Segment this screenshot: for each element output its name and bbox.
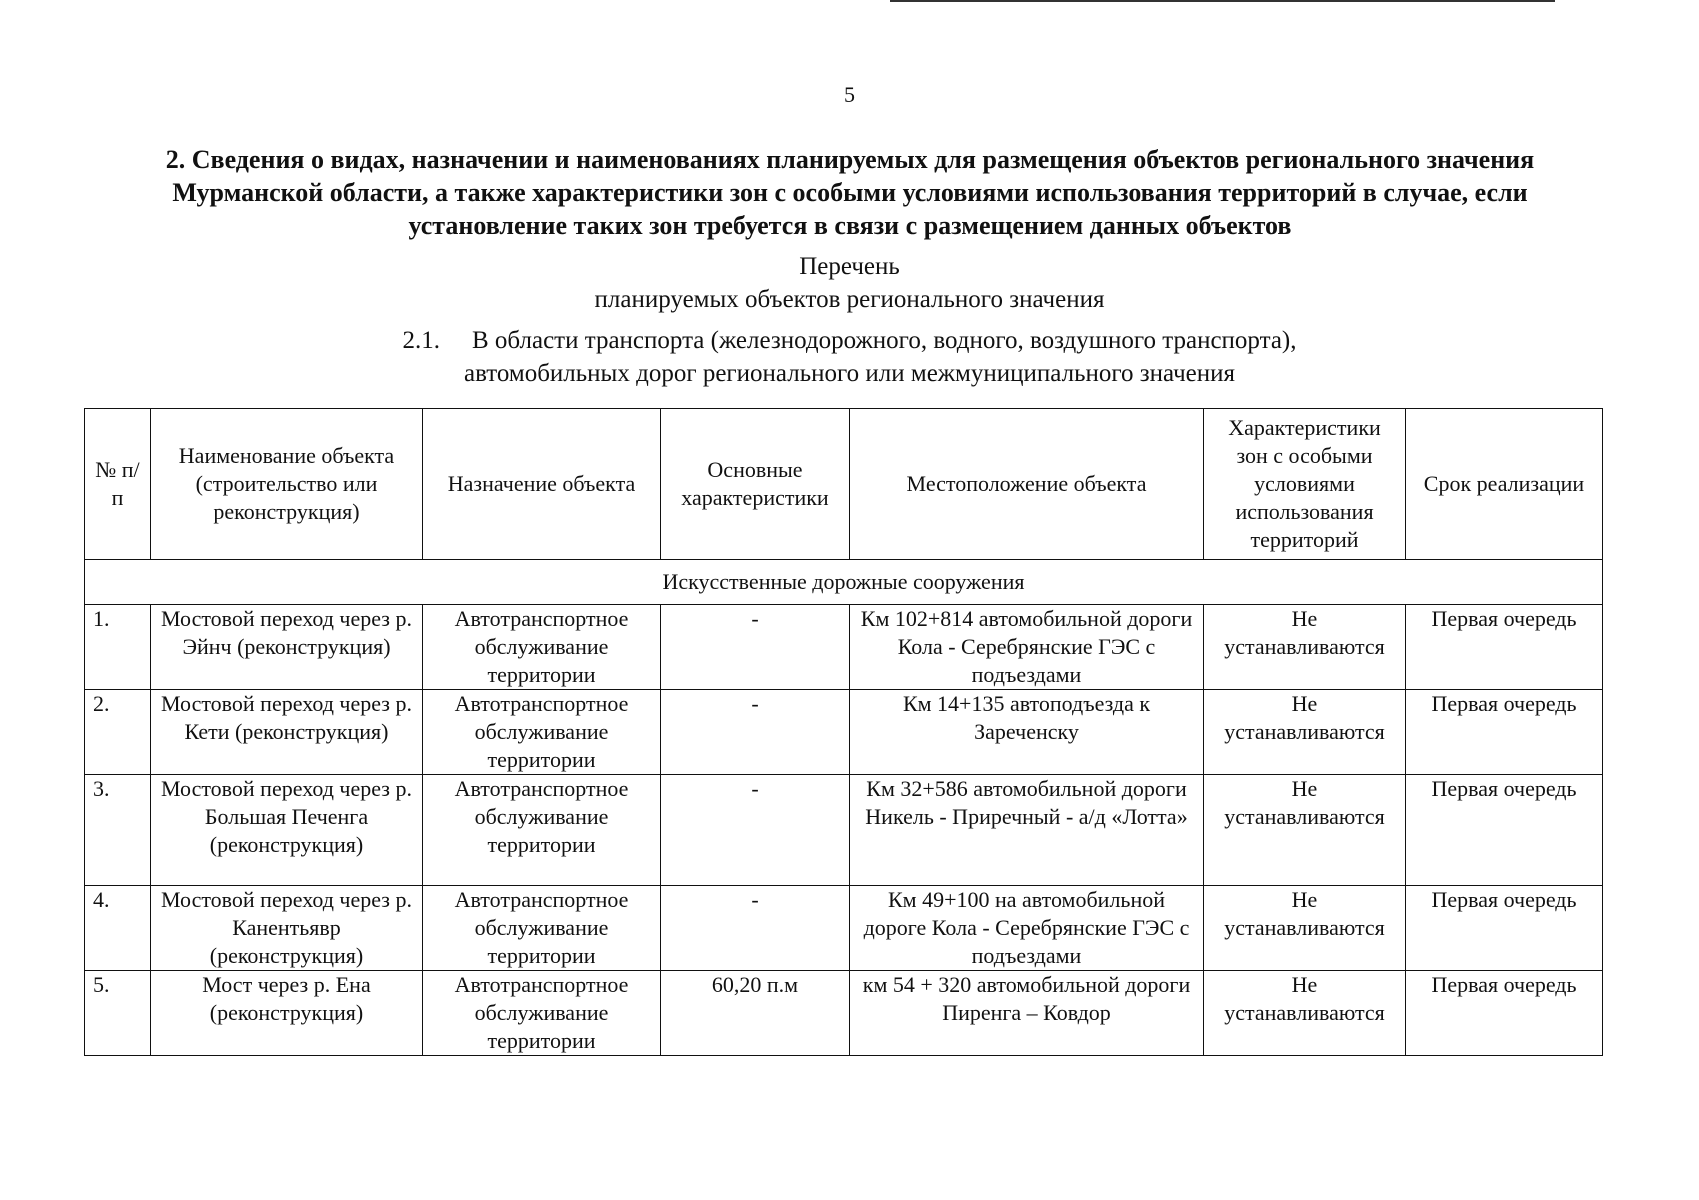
group-row: [85, 560, 1603, 605]
object-zones: Не устанавливаются: [1204, 690, 1406, 775]
object-characteristics: -: [661, 605, 850, 690]
object-location: Км 102+814 автомобильной дороги Кола - Серебрянские ГЭС с подъездами: [850, 605, 1204, 690]
object-term: Первая очередь: [1406, 775, 1603, 886]
object-characteristics: 60,20 п.м: [661, 971, 850, 1056]
object-characteristics: -: [661, 775, 850, 886]
object-location: Км 32+586 автомобильной дороги Никель - Приречный - а/д «Лотта»: [850, 775, 1204, 886]
object-purpose: Автотранспортное обслуживание территории: [423, 886, 661, 971]
row-number: 4.: [85, 886, 151, 971]
object-purpose: Автотранспортное обслуживание территории: [423, 971, 661, 1056]
top-rule: [890, 0, 1555, 2]
subsection-text-line2: автомобильных дорог регионального или межмуниципального значения: [463, 360, 1236, 387]
object-characteristics: -: [661, 690, 850, 775]
table-row: [85, 775, 1603, 886]
objects-table: [84, 408, 1603, 1056]
row-number: 5.: [85, 971, 151, 1056]
object-name: Мостовой переход через р. Кети (реконструкция): [151, 690, 423, 775]
header-characteristics: Основные характеристики: [661, 409, 850, 560]
group-label: Искусственные дорожные сооружения: [85, 560, 1603, 605]
row-number: 2.: [85, 690, 151, 775]
subsection-text-line1: В области транспорта (железнодорожного, водного, воздушного транспорта),: [471, 327, 1297, 354]
object-purpose: Автотранспортное обслуживание территории: [423, 605, 661, 690]
object-term: Первая очередь: [1406, 690, 1603, 775]
object-zones: Не устанавливаются: [1204, 971, 1406, 1056]
header-number: № п/п: [85, 409, 151, 560]
row-number: 3.: [85, 775, 151, 886]
header-zones: Характеристики зон с особыми условиями использования территорий: [1204, 409, 1406, 560]
header-purpose: Назначение объекта: [423, 409, 661, 560]
object-characteristics: -: [661, 886, 850, 971]
table-row: [85, 886, 1603, 971]
object-term: Первая очередь: [1406, 605, 1603, 690]
object-zones: Не устанавливаются: [1204, 605, 1406, 690]
list-title: [0, 250, 1699, 316]
section-heading: 2. Сведения о видах, назначении и наименованиях планируемых для размещения объектов регионального значения Мурманской области, а также характеристики зон с особыми условиями использования территорий в случае, если установление таких зон требуется в связи с размещением данных объектов: [165, 145, 1535, 240]
object-purpose: Автотранспортное обслуживание территории: [423, 690, 661, 775]
object-term: Первая очередь: [1406, 971, 1603, 1056]
object-location: км 54 + 320 автомобильной дороги Пиренга – Ковдор: [850, 971, 1204, 1056]
subsection-number: 2.1.: [402, 327, 440, 354]
object-zones: Не устанавливаются: [1204, 775, 1406, 886]
header-object-name: Наименование объекта (строительство или реконструкция): [151, 409, 423, 560]
object-location: Км 14+135 автоподъезда к Зареченску: [850, 690, 1204, 775]
row-number: 1.: [85, 605, 151, 690]
object-purpose: Автотранспортное обслуживание территории: [423, 775, 661, 886]
table-header-row: [85, 409, 1603, 560]
header-term: Срок реализации: [1406, 409, 1603, 560]
subsection-title-line1: [0, 324, 1699, 357]
table-row: [85, 690, 1603, 775]
page-number: 5: [844, 82, 855, 107]
object-name: Мост через р. Ена (реконструкция): [151, 971, 423, 1056]
list-title-line2: планируемых объектов регионального значения: [594, 286, 1105, 313]
object-name: Мостовой переход через р. Большая Печенга (реконструкция): [151, 775, 423, 886]
object-name: Мостовой переход через р. Эйнч (реконструкция): [151, 605, 423, 690]
object-name: Мостовой переход через р. Канентьявр (реконструкция): [151, 886, 423, 971]
header-location: Местоположение объекта: [850, 409, 1204, 560]
object-zones: Не устанавливаются: [1204, 886, 1406, 971]
list-title-line1: Перечень: [799, 253, 900, 280]
table-row: [85, 605, 1603, 690]
table-row: [85, 971, 1603, 1056]
object-location: Км 49+100 на автомобильной дороге Кола - Серебрянские ГЭС с подъездами: [850, 886, 1204, 971]
object-term: Первая очередь: [1406, 886, 1603, 971]
